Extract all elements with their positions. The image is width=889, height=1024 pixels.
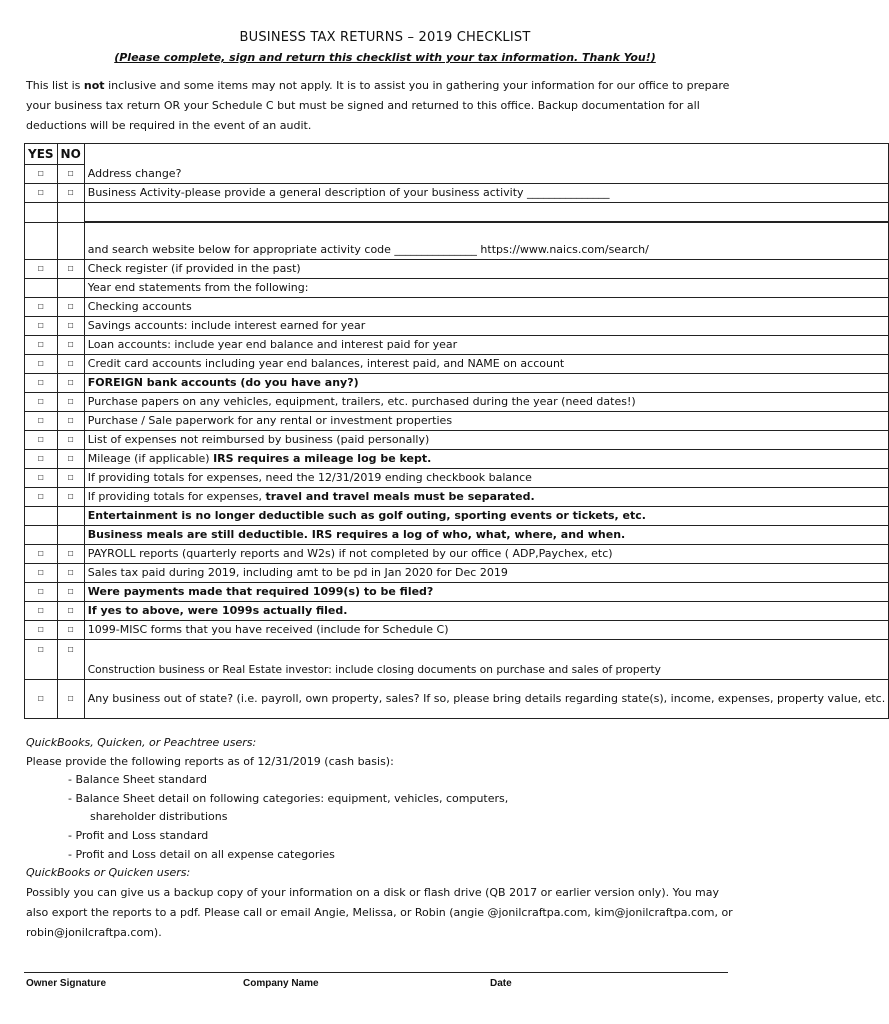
table-row: [25, 297, 889, 316]
table-row: [25, 373, 889, 392]
table-row: [25, 679, 889, 718]
yes-checkbox[interactable]: ☐: [25, 487, 58, 506]
table-row: [25, 430, 889, 449]
table-row: [25, 259, 889, 278]
no-column-header: NO: [57, 144, 84, 165]
yes-checkbox[interactable]: ☐: [25, 316, 58, 335]
no-checkbox[interactable]: ☐: [57, 639, 84, 679]
intro-not-emphasis: not: [83, 79, 105, 92]
no-checkbox[interactable]: ☐: [57, 259, 84, 278]
empty-cell: [25, 525, 58, 544]
table-row: [25, 582, 889, 601]
table-row: [25, 411, 889, 430]
table-row: [25, 487, 889, 506]
report-item-continued: shareholder distributions: [90, 810, 228, 824]
item-out-of-state: Any business out of state? (i.e. payroll, own property, sales? If so, please bring details regarding state(s), income, expenses, property value, etc.: [84, 679, 888, 718]
empty-cell: [57, 203, 84, 223]
no-checkbox[interactable]: ☐: [57, 563, 84, 582]
no-checkbox[interactable]: ☐: [57, 544, 84, 563]
table-row: [25, 506, 889, 525]
table-row: [25, 563, 889, 582]
item-checkbook-balance: If providing totals for expenses, need the 12/31/2019 ending checkbook balance: [84, 468, 888, 487]
item-year-end-statements: Year end statements from the following:: [84, 278, 888, 297]
yes-checkbox[interactable]: ☐: [25, 544, 58, 563]
item-loan-accounts: Loan accounts: include year end balance and interest paid for year: [84, 335, 888, 354]
yes-checkbox[interactable]: ☐: [25, 639, 58, 679]
table-row: [25, 316, 889, 335]
table-row: [25, 468, 889, 487]
report-item: - Profit and Loss detail on all expense categories: [68, 847, 335, 861]
page-subtitle: (Please complete, sign and return this checklist with your tax information. Thank You!): [114, 51, 656, 64]
intro-text-rest: inclusive and some items may not apply. It is to assist you in gathering your information for our office to prepare your business tax return OR your Schedule C but must be signed and returned to this office. Backup documentation for all deductions will be required in the event of an audit.: [26, 79, 730, 132]
no-checkbox[interactable]: ☐: [57, 165, 84, 184]
item-address-change: Address change?: [84, 165, 888, 184]
table-row: [25, 278, 889, 297]
no-checkbox[interactable]: ☐: [57, 373, 84, 392]
empty-cell: [25, 278, 58, 297]
mileage-text: Mileage (if applicable): [87, 451, 214, 465]
no-checkbox[interactable]: ☐: [57, 354, 84, 373]
yes-checkbox[interactable]: ☐: [25, 620, 58, 639]
table-row: [25, 203, 889, 223]
table-row: [25, 639, 889, 679]
no-checkbox[interactable]: ☐: [57, 411, 84, 430]
date-label: Date: [490, 978, 512, 989]
empty-cell: [25, 203, 58, 223]
yes-checkbox[interactable]: ☐: [25, 259, 58, 278]
no-checkbox[interactable]: ☐: [57, 679, 84, 718]
yes-checkbox[interactable]: ☐: [25, 392, 58, 411]
table-row: [25, 354, 889, 373]
yes-checkbox[interactable]: ☐: [25, 449, 58, 468]
signature-line: [24, 972, 728, 973]
no-checkbox[interactable]: ☐: [57, 449, 84, 468]
no-checkbox[interactable]: ☐: [57, 620, 84, 639]
travel-separated-note: travel and travel meals must be separated.: [265, 489, 535, 503]
software-instructions: [26, 734, 738, 943]
yes-checkbox[interactable]: ☐: [25, 468, 58, 487]
yes-checkbox[interactable]: ☐: [25, 563, 58, 582]
item-rental-paperwork: Purchase / Sale paperwork for any rental or investment properties: [84, 411, 888, 430]
item-business-meals-note: Business meals are still deductible. IRS requires a log of who, what, where, and when.: [84, 525, 888, 544]
yes-checkbox[interactable]: ☐: [25, 373, 58, 392]
item-1099-filed: If yes to above, were 1099s actually filed.: [84, 601, 888, 620]
yes-checkbox[interactable]: ☐: [25, 582, 58, 601]
intro-text-start: This list is: [26, 79, 84, 92]
yes-checkbox[interactable]: ☐: [25, 354, 58, 373]
table-row: [25, 620, 889, 639]
yes-checkbox[interactable]: ☐: [25, 184, 58, 203]
item-unreimbursed-expenses: List of expenses not reimbursed by business (paid personally): [84, 430, 888, 449]
empty-cell: [25, 506, 58, 525]
reports-request: Please provide the following reports as of 12/31/2019 (cash basis):: [26, 754, 394, 768]
travel-text: If providing totals for expenses,: [87, 489, 266, 503]
empty-cell: [57, 222, 84, 259]
item-payroll-reports: PAYROLL reports (quarterly reports and W2s) if not completed by our office ( ADP,Paychex, etc): [84, 544, 888, 563]
no-checkbox[interactable]: ☐: [57, 316, 84, 335]
no-checkbox[interactable]: ☐: [57, 184, 84, 203]
description-column-header: [84, 144, 888, 165]
empty-cell: [57, 506, 84, 525]
item-1099-payments: Were payments made that required 1099(s) to be filed?: [84, 582, 888, 601]
no-checkbox[interactable]: ☐: [57, 392, 84, 411]
report-item: - Balance Sheet standard: [68, 773, 207, 787]
report-item: - Profit and Loss standard: [68, 828, 209, 842]
yes-checkbox[interactable]: ☐: [25, 335, 58, 354]
item-1099-misc-received: 1099-MISC forms that you have received (include for Schedule C): [84, 620, 888, 639]
table-row: [25, 165, 889, 184]
item-savings-accounts: Savings accounts: include interest earned for year: [84, 316, 888, 335]
no-checkbox[interactable]: ☐: [57, 335, 84, 354]
yes-checkbox[interactable]: ☐: [25, 679, 58, 718]
table-header-row: [25, 144, 889, 165]
empty-cell: [57, 278, 84, 297]
table-row: [25, 392, 889, 411]
yes-checkbox[interactable]: ☐: [25, 601, 58, 620]
yes-checkbox[interactable]: ☐: [25, 297, 58, 316]
table-row: [25, 525, 889, 544]
yes-checkbox[interactable]: ☐: [25, 165, 58, 184]
item-checking-accounts: Checking accounts: [84, 297, 888, 316]
intro-paragraph: [26, 76, 738, 136]
no-checkbox[interactable]: ☐: [57, 487, 84, 506]
item-travel-expenses: [84, 487, 888, 506]
quickbooks-heading: QuickBooks, Quicken, or Peachtree users:: [26, 736, 257, 749]
item-purchase-papers: Purchase papers on any vehicles, equipment, trailers, etc. purchased during the year (need dates!): [84, 392, 888, 411]
company-name-label: Company Name: [243, 978, 319, 989]
checklist-table: [24, 143, 889, 719]
item-activity-blank-line[interactable]: [84, 203, 888, 223]
backup-instructions: Possibly you can give us a backup copy of your information on a disk or flash drive (QB 2017 or earlier version only). You may also export the reports to a pdf. Please call or email Angie, Melissa, or Robin (angie @jonilcraftpa.com, kim@jonilcraftpa.com, or robin@jonilcraftpa.com).: [26, 885, 733, 939]
table-row: [25, 544, 889, 563]
no-checkbox[interactable]: ☐: [57, 601, 84, 620]
table-row: [25, 601, 889, 620]
item-activity-code[interactable]: and search website below for appropriate activity code _______________ https://www.naics.com/search/: [84, 222, 888, 259]
item-construction-real-estate: Construction business or Real Estate investor: include closing documents on purchase and sales of property: [84, 639, 888, 679]
table-row: [25, 222, 889, 259]
no-checkbox[interactable]: ☐: [57, 468, 84, 487]
no-checkbox[interactable]: ☐: [57, 297, 84, 316]
quicken-heading: QuickBooks or Quicken users:: [26, 866, 191, 880]
empty-cell: [25, 222, 58, 259]
yes-checkbox[interactable]: ☐: [25, 411, 58, 430]
item-business-activity[interactable]: Business Activity-please provide a general description of your business activity _______________: [84, 184, 888, 203]
no-checkbox[interactable]: ☐: [57, 430, 84, 449]
mileage-log-note: IRS requires a mileage log be kept.: [213, 451, 432, 465]
item-mileage: [84, 449, 888, 468]
item-credit-card-accounts: Credit card accounts including year end balances, interest paid, and NAME on account: [84, 354, 888, 373]
item-check-register: Check register (if provided in the past): [84, 259, 888, 278]
empty-cell: [57, 525, 84, 544]
report-item: - Balance Sheet detail on following categories: equipment, vehicles, computers,: [68, 791, 509, 805]
page-title: BUSINESS TAX RETURNS – 2019 CHECKLIST: [239, 30, 531, 45]
yes-checkbox[interactable]: ☐: [25, 430, 58, 449]
owner-signature-label: Owner Signature: [26, 978, 107, 989]
table-row: [25, 449, 889, 468]
yes-column-header: YES: [25, 144, 58, 165]
no-checkbox[interactable]: ☐: [57, 582, 84, 601]
item-foreign-accounts: FOREIGN bank accounts (do you have any?): [84, 373, 888, 392]
item-sales-tax: Sales tax paid during 2019, including amt to be pd in Jan 2020 for Dec 2019: [84, 563, 888, 582]
table-row: [25, 184, 889, 203]
item-entertainment-note: Entertainment is no longer deductible such as golf outing, sporting events or tickets, etc.: [84, 506, 888, 525]
table-row: [25, 335, 889, 354]
